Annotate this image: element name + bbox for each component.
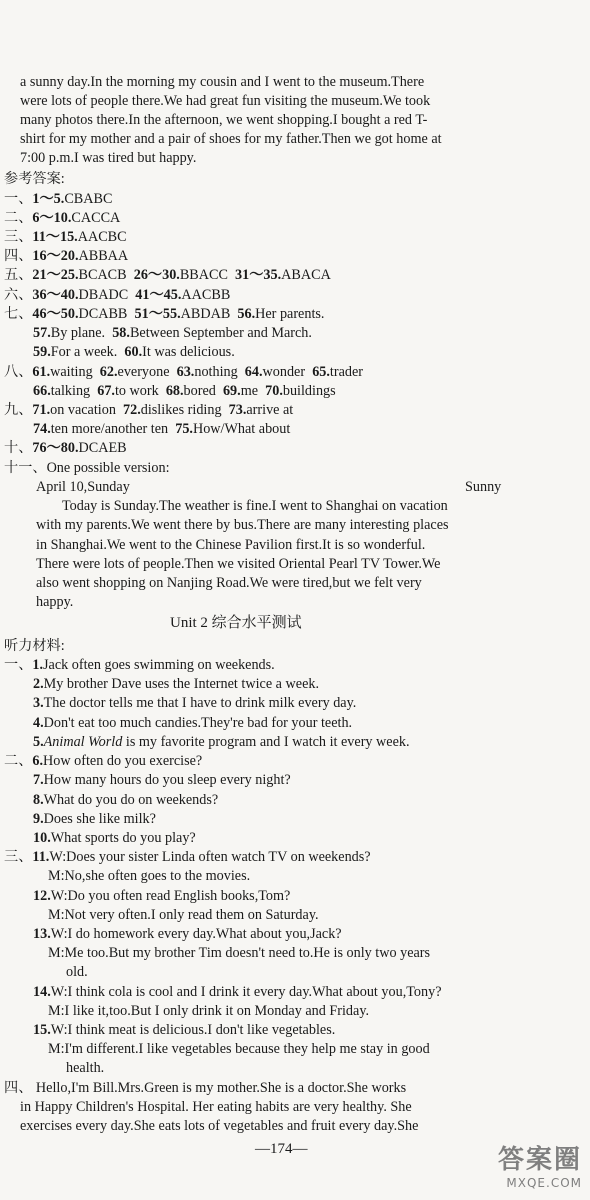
text-segment: 一、 (4, 657, 33, 673)
text-segment: 63. (176, 364, 195, 380)
text-segment: 十、 (4, 440, 33, 456)
text-segment: What do you do on weekends? (43, 792, 219, 808)
text-segment: 57. (33, 325, 51, 341)
text-line (33, 829, 196, 848)
text-line (4, 752, 202, 771)
text-line: were lots of people there.We had great fun visiting the museum.We took (20, 93, 431, 109)
text-segment: Between September and March. (129, 325, 312, 341)
text-line (33, 810, 156, 829)
text-line: April 10,Sunday (36, 479, 130, 495)
text-segment: DCAEB (78, 440, 127, 456)
text-segment: 六、 (4, 287, 33, 303)
text-segment: nothing (194, 364, 245, 380)
text-segment: 10. (33, 830, 51, 846)
text-line: health. (66, 1060, 105, 1076)
text-segment: trader (329, 364, 364, 380)
text-segment: It was delicious. (142, 344, 235, 360)
text-segment: 五、 (4, 267, 33, 283)
text-segment: 16～20. (32, 248, 79, 264)
text-line (33, 771, 291, 790)
text-segment: 5. (33, 734, 44, 750)
text-segment: 7. (33, 772, 44, 788)
text-segment: 65. (312, 364, 330, 380)
text-segment: 九、 (4, 402, 33, 418)
text-segment: W:Does your sister Linda often watch TV on weekends? (49, 849, 371, 865)
text-line (4, 209, 120, 228)
text-segment: 6～10. (32, 210, 72, 226)
text-line (4, 363, 363, 382)
text-segment: AACBC (77, 229, 127, 245)
text-line (4, 439, 127, 458)
text-segment: ABDAB (180, 306, 238, 322)
text-line (4, 656, 275, 675)
text-segment: 41～45. (135, 287, 182, 303)
text-segment: 70. (265, 383, 283, 399)
text-segment: How often do you exercise? (43, 753, 203, 769)
text-segment: 60. (124, 344, 143, 360)
text-segment: talking (50, 383, 98, 399)
text-segment: is my favorite program and I watch it every week. (122, 734, 410, 750)
text-segment: 72. (123, 402, 141, 418)
text-line: Today is Sunday.The weather is fine.I went to Shanghai on vacation (62, 498, 448, 514)
text-line (4, 305, 324, 324)
text-segment: 2. (33, 676, 44, 692)
text-line (33, 382, 336, 401)
page-number: —174— (255, 1141, 308, 1157)
text-line (33, 733, 410, 752)
text-line (4, 190, 112, 209)
text-segment: 68. (165, 383, 184, 399)
text-line: Sunny (465, 479, 502, 495)
text-segment: 三、 (4, 229, 33, 245)
text-line: in Shanghai.We went to the Chinese Pavilion first.It is so wonderful. (36, 537, 426, 553)
text-segment: to work (114, 383, 166, 399)
text-segment: Does she like milk? (43, 811, 156, 827)
text-segment: 36～40. (32, 287, 79, 303)
text-line: 十一、One possible version: (4, 460, 170, 476)
text-segment: 11. (32, 849, 50, 865)
text-segment: My brother Dave uses the Internet twice a week. (43, 676, 320, 692)
text-segment: AACBB (181, 287, 231, 303)
text-line (4, 247, 128, 266)
text-segment: 21～25. (32, 267, 79, 283)
text-line (4, 848, 371, 867)
text-line: There were lots of people.Then we visited Oriental Pearl TV Tower.We (36, 556, 441, 572)
text-segment: CBABC (64, 191, 113, 207)
text-line: M:I like it,too.But I only drink it on Monday and Friday. (48, 1003, 370, 1019)
text-line: M:No,she often goes to the movies. (48, 868, 251, 884)
text-segment: 1. (32, 657, 44, 673)
text-segment: 二、 (4, 753, 33, 769)
watermark-url: MXQE.COM (506, 1176, 582, 1190)
text-segment: 62. (99, 364, 118, 380)
text-segment: 12. (33, 888, 51, 904)
text-segment: 26～30. (133, 267, 180, 283)
text-line (33, 420, 290, 439)
text-segment: How many hours do you sleep every night? (43, 772, 291, 788)
text-line: exercises every day.She eats lots of vegetables and fruit every day.She (20, 1118, 419, 1134)
text-segment: W:Do you often read English books,Tom? (50, 888, 291, 904)
text-line: many photos there.In the afternoon, we went shopping.I bought a red T- (20, 112, 428, 128)
text-segment: Animal World (43, 734, 123, 750)
text-segment: Don't eat too much candies.They're bad for your teeth. (43, 715, 353, 731)
text-segment: ABACA (281, 267, 331, 283)
text-segment: The doctor tells me that I have to drink milk every day. (43, 695, 357, 711)
text-segment: 6. (32, 753, 44, 769)
text-segment: 四、 (4, 248, 33, 264)
text-segment: 二、 (4, 210, 33, 226)
text-line: M:Not very often.I only read them on Saturday. (48, 907, 319, 923)
text-segment: W:I do homework every day.What about you,Jack? (50, 926, 342, 942)
text-segment: BBACC (179, 267, 236, 283)
text-line (33, 694, 356, 713)
text-segment: everyone (117, 364, 177, 380)
text-line (33, 1021, 335, 1040)
text-segment: 14. (33, 984, 51, 1000)
text-line (4, 401, 293, 420)
text-segment: 61. (32, 364, 51, 380)
text-segment: 七、 (4, 306, 33, 322)
text-segment: on vacation (50, 402, 124, 418)
text-line: 7:00 p.m.I was tired but happy. (20, 150, 197, 166)
text-segment: For a week. (50, 344, 125, 360)
text-segment: 67. (97, 383, 115, 399)
text-line: M:Me too.But my brother Tim doesn't need to.He is only two years (48, 945, 431, 961)
text-segment: dislikes riding (140, 402, 229, 418)
text-line: old. (66, 964, 88, 980)
text-line (33, 343, 235, 362)
text-segment: me (240, 383, 266, 399)
text-segment: 八、 (4, 364, 33, 380)
text-line (33, 324, 312, 343)
text-segment: bored (183, 383, 223, 399)
watermark-logo-text: 答案圈 (497, 1145, 582, 1175)
text-segment: 58. (112, 325, 130, 341)
text-segment: waiting (50, 364, 100, 380)
text-line (33, 925, 342, 944)
text-segment: W:I think cola is cool and I drink it every day.What about you,Tony? (50, 984, 442, 1000)
text-segment: wonder (262, 364, 313, 380)
text-line: in Happy Children's Hospital. Her eating habits are very healthy. She (20, 1099, 412, 1115)
text-segment: Jack often goes swimming on weekends. (43, 657, 275, 673)
text-line: a sunny day.In the morning my cousin and I went to the museum.There (20, 74, 425, 90)
text-segment: How/What about (192, 421, 291, 437)
text-segment: 3. (33, 695, 44, 711)
text-line (33, 983, 442, 1002)
text-segment: By plane. (50, 325, 113, 341)
text-line (4, 228, 127, 247)
text-line: with my parents.We went there by bus.There are many interesting places (36, 517, 449, 533)
text-segment: 73. (228, 402, 247, 418)
text-line: 参考答案: (4, 171, 65, 187)
text-segment: 59. (33, 344, 51, 360)
text-line: 四、 Hello,I'm Bill.Mrs.Green is my mother.She is a doctor.She works (4, 1080, 407, 1096)
text-segment: CACCA (71, 210, 121, 226)
text-segment: 51～55. (134, 306, 181, 322)
text-line: 听力材料: (4, 638, 65, 654)
text-line (33, 791, 218, 810)
text-segment: 一、 (4, 191, 33, 207)
text-line: M:I'm different.I like vegetables because they help me stay in good (48, 1041, 430, 1057)
text-line (33, 887, 290, 906)
text-segment: W:I think meat is delicious.I don't like vegetables. (50, 1022, 336, 1038)
text-segment: Her parents. (255, 306, 325, 322)
watermark (498, 1139, 582, 1190)
text-line (33, 675, 319, 694)
text-segment: ABBAA (78, 248, 129, 264)
text-segment: DCABB (78, 306, 135, 322)
text-line: shirt for my mother and a pair of shoes for my father.Then we got home at (20, 131, 442, 147)
text-segment: 三、 (4, 849, 33, 865)
text-segment: 8. (33, 792, 44, 808)
text-line (4, 286, 230, 305)
text-segment: BCACB (78, 267, 134, 283)
text-segment: 56. (237, 306, 256, 322)
text-segment: 64. (244, 364, 263, 380)
text-segment: What sports do you play? (50, 830, 196, 846)
text-line (4, 266, 331, 285)
text-line: Unit 2 综合水平测试 (170, 615, 302, 631)
text-segment: 11～15. (32, 229, 78, 245)
text-line: happy. (36, 594, 74, 610)
text-segment: 74. (33, 421, 51, 437)
text-segment: 1～5. (32, 191, 65, 207)
text-segment: 13. (33, 926, 51, 942)
text-segment: ten more/another ten (50, 421, 176, 437)
text-segment: 76～80. (32, 440, 79, 456)
text-segment: 75. (175, 421, 193, 437)
text-segment: DBADC (78, 287, 136, 303)
text-segment: 15. (33, 1022, 51, 1038)
text-segment: arrive at (246, 402, 294, 418)
text-segment: 71. (32, 402, 51, 418)
text-segment: 69. (222, 383, 241, 399)
text-segment: 4. (33, 715, 44, 731)
text-segment: buildings (282, 383, 336, 399)
text-segment: 46～50. (32, 306, 79, 322)
text-segment: 66. (33, 383, 51, 399)
text-segment: 31～35. (235, 267, 282, 283)
text-segment: 9. (33, 811, 44, 827)
text-line: also went shopping on Nanjing Road.We were tired,but we felt very (36, 575, 422, 591)
text-line (33, 714, 352, 733)
